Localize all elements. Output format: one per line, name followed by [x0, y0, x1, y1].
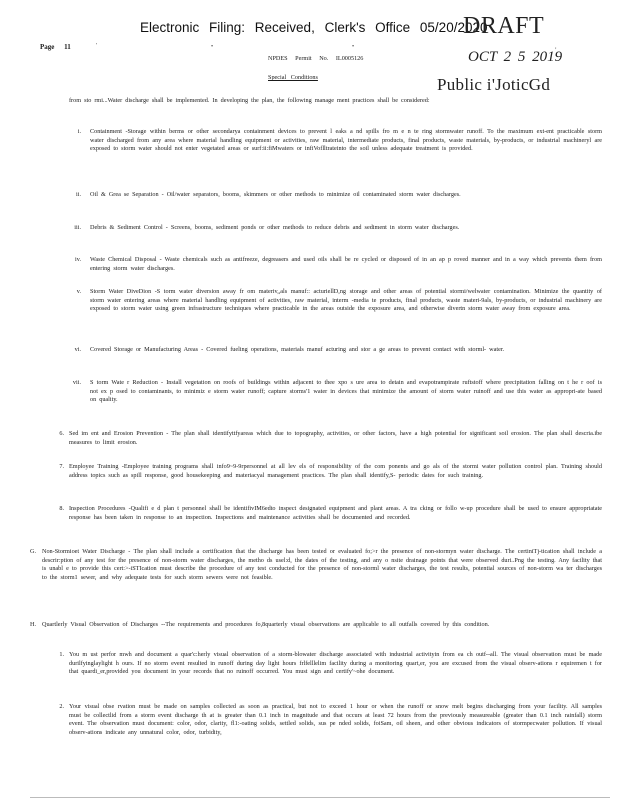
- item-label: iii.: [74, 224, 81, 231]
- item-label: iv.: [75, 256, 81, 263]
- margin-mark: •: [211, 44, 214, 50]
- received-date-stamp: OCT 2 5 2019: [468, 49, 563, 65]
- public-notice-stamp: Public i'JoticGd: [437, 75, 551, 94]
- filing-stamp: Electronic Filing: Received, Clerk's Office 05/20/2020: [140, 20, 488, 35]
- item-containment: Containment -Storage within berms or other secondarya containment devices to prevent l eaks a nd spills fro m e n te ring stormwater runoff. To the maximum ext-ent practicable storm water discharged from any area where material handling equipment or activities, raw material, intermediate products, final products, waste materials, by-products, or industrial machineryl are exposed to storm water should not enter vegetated areas or surf:ii:fiMwaters or infiVoflltrateinto the soil unless adequate treatment is provided.: [90, 128, 602, 153]
- item-erosion-prevention: Sed im ent and Erosion Prevention - The plan shall identifyttfyareas which due to topography, activities, or other factors, have a high potential for significant soil erosion. The plan shall descria.ibe measures to limit erosion.: [69, 430, 602, 446]
- item-label: 8.: [59, 505, 64, 512]
- item-stormwater-reduction: S torm Wate r Reduction - Install vegetation on roofs of buildings within adjacent to thee xpo s ure area to detain and evapotrampirate ruftstoff where precipitation falling on t he r oof is not ex p osed to contaminants, to minimiz e storm water runoff; capture storms'1 water in devices that minimize the amount of storm water ruinoff and use this water as appropri-ate based on quality.: [90, 379, 602, 404]
- item-employee-training: Employee Training -Employee training programs shall info9~9-9rpersonnel at all lev els of responsibility of the com ponents and go als of the stormi water pollution control plan. Training should address topics such as spill response, good housekeeping and materiacyal management practices. The plan shall identify,S- periodic dates for such training.: [69, 463, 602, 479]
- item-label: vi.: [74, 346, 81, 353]
- item-sample-collection: Your visual obse rvation must be made on samples collected as soon as practical, but not to exceed 1 hour or when the runoff or snow melt begins discharging from your facility. All samples must be collectlid from a storm event discharge th at is greater than 0.1 inch in magnitude and that occurs at least 72 hours from the previously measureable (greater than 0.1 inch rainfall) storm event. The observation must document: color, odor, clarity, fl1:-oating solids, settled solids, sus pe nded solids, foiSam, oil sheen, and other obvious indicators of stormpecwater pollution. If visual observ-ations indicate any unnatural color, odor, turbidity,: [69, 703, 602, 736]
- item-label: 6.: [59, 430, 64, 437]
- item-non-stormwater-certification: Non-Stormioet Water Discharge - The plan shall include a certification that the discharge has been tested or evaluated fo;>r the presence of non-stormyn water discharge. The certiniTj-tication shall include a descrir:ption of any test for the presence of non-storm water discharges, the metho ds usel:d, the dates of the testing, and any o nsite drainage points that were observed duri..Png the testing. Any facility that is unabl e to provide this cert:>-iSTIcation must describe the procedure of any test conducted for the presence of non-storml water discharges, the test results, potential sources of non-storm wa ter discharges to the storm1 sewer, and why adequate tests for such storm sewers were not feasible.: [42, 548, 602, 581]
- item-visual-observation: You m ust perfor mwh and document a quar'c:herly visual observation of a storm-blowater discharge associated with industrial activityin from ea ch outf--all. The visual observation must be made durilfyinglaylight h ours. If no storm event resulted in runoff during day light hours frlfelllelim facility during a monitoring quart,er, you are excused from the visual observ-ations r equiremen t for that quardi_er,provided you document in your records that no ruinoff occurred. You must sign and certify'~ohe document.: [69, 651, 602, 676]
- item-label: 2.: [59, 703, 64, 710]
- item-label: G.: [29, 548, 36, 555]
- item-label: 1.: [59, 651, 64, 658]
- margin-mark: •: [352, 44, 355, 50]
- intro-paragraph: from sto rmi...Water discharge shall be implemented. In developing the plan, the following manage ment practices shall be considered:: [69, 97, 430, 104]
- item-debris-sediment: Debris & Sediment Control - Screens, booms, sediment ponds or other methods to reduce debris and sediment in storm water discharges.: [90, 224, 460, 231]
- section-title: Special Conditions: [268, 74, 318, 81]
- item-waste-chemical: Waste Chemical Disposal - Waste chemicals such as antifreeze, degreasers and used oils shall be re cycled or disposed of in an ap p roved manner and in a way which prevents them from entering storm water discharges.: [90, 256, 602, 272]
- item-label: ii.: [76, 191, 81, 198]
- item-label: v.: [76, 288, 81, 295]
- item-label: H.: [29, 621, 36, 628]
- item-inspection-procedures: Inspection Procedures -Qualifi e d plan t personnel shall be identifivIM6edto inspect designated equipment and plant areas. A tra cking or follo w-up procedure shall be used to ensure appropriatate response has been taken in response to an inspection. Inspections and maintenance activities shall be documented and recorded.: [69, 505, 602, 521]
- item-storm-diversion: Storm Water DiveDion -S torm water diversion away fr om materiv,,als manuf:: acturiellD,ng storage and other areas of potential stormi/welwater contamination. Minimize the quantity of storm water entering areas where material handling equipment of activities, raw material, interm -media te products, final products, waste materi-9als, by-products, or industrial machinery are exposed to storm water using green infrastructure techniques where practicable in the areas outside the exposure area, and otherwise divertn storm water away from exposure area.: [90, 288, 602, 313]
- draft-watermark: DRAFT: [463, 13, 545, 39]
- item-covered-storage: Covered Storage or Manufacturing Areas - Covered fueling operations, materials manuf acturing and stor a ge areas to prevent contact with storml- water.: [90, 346, 505, 353]
- page-number: Page 11: [40, 43, 71, 51]
- item-label: vii.: [72, 379, 81, 386]
- item-quarterly-observation: Quartlerly Visual Observation of Discharges --The requirements and procedures fo,8quarterly visual observations are applicable to all outfalls covered by this condition.: [42, 621, 490, 628]
- margin-mark: ,: [555, 44, 557, 50]
- item-label: i.: [77, 128, 81, 135]
- scan-edge-line: [30, 797, 610, 798]
- permit-number: NPDES Permit No. IL0005126: [268, 55, 364, 62]
- item-label: 7.: [59, 463, 64, 470]
- item-oil-grease: Oil & Grea se Separation - Oil/water separators, booms, skimmers or other methods to minimize oil contaminated storm water discharges.: [90, 191, 461, 198]
- margin-mark: ': [96, 43, 98, 49]
